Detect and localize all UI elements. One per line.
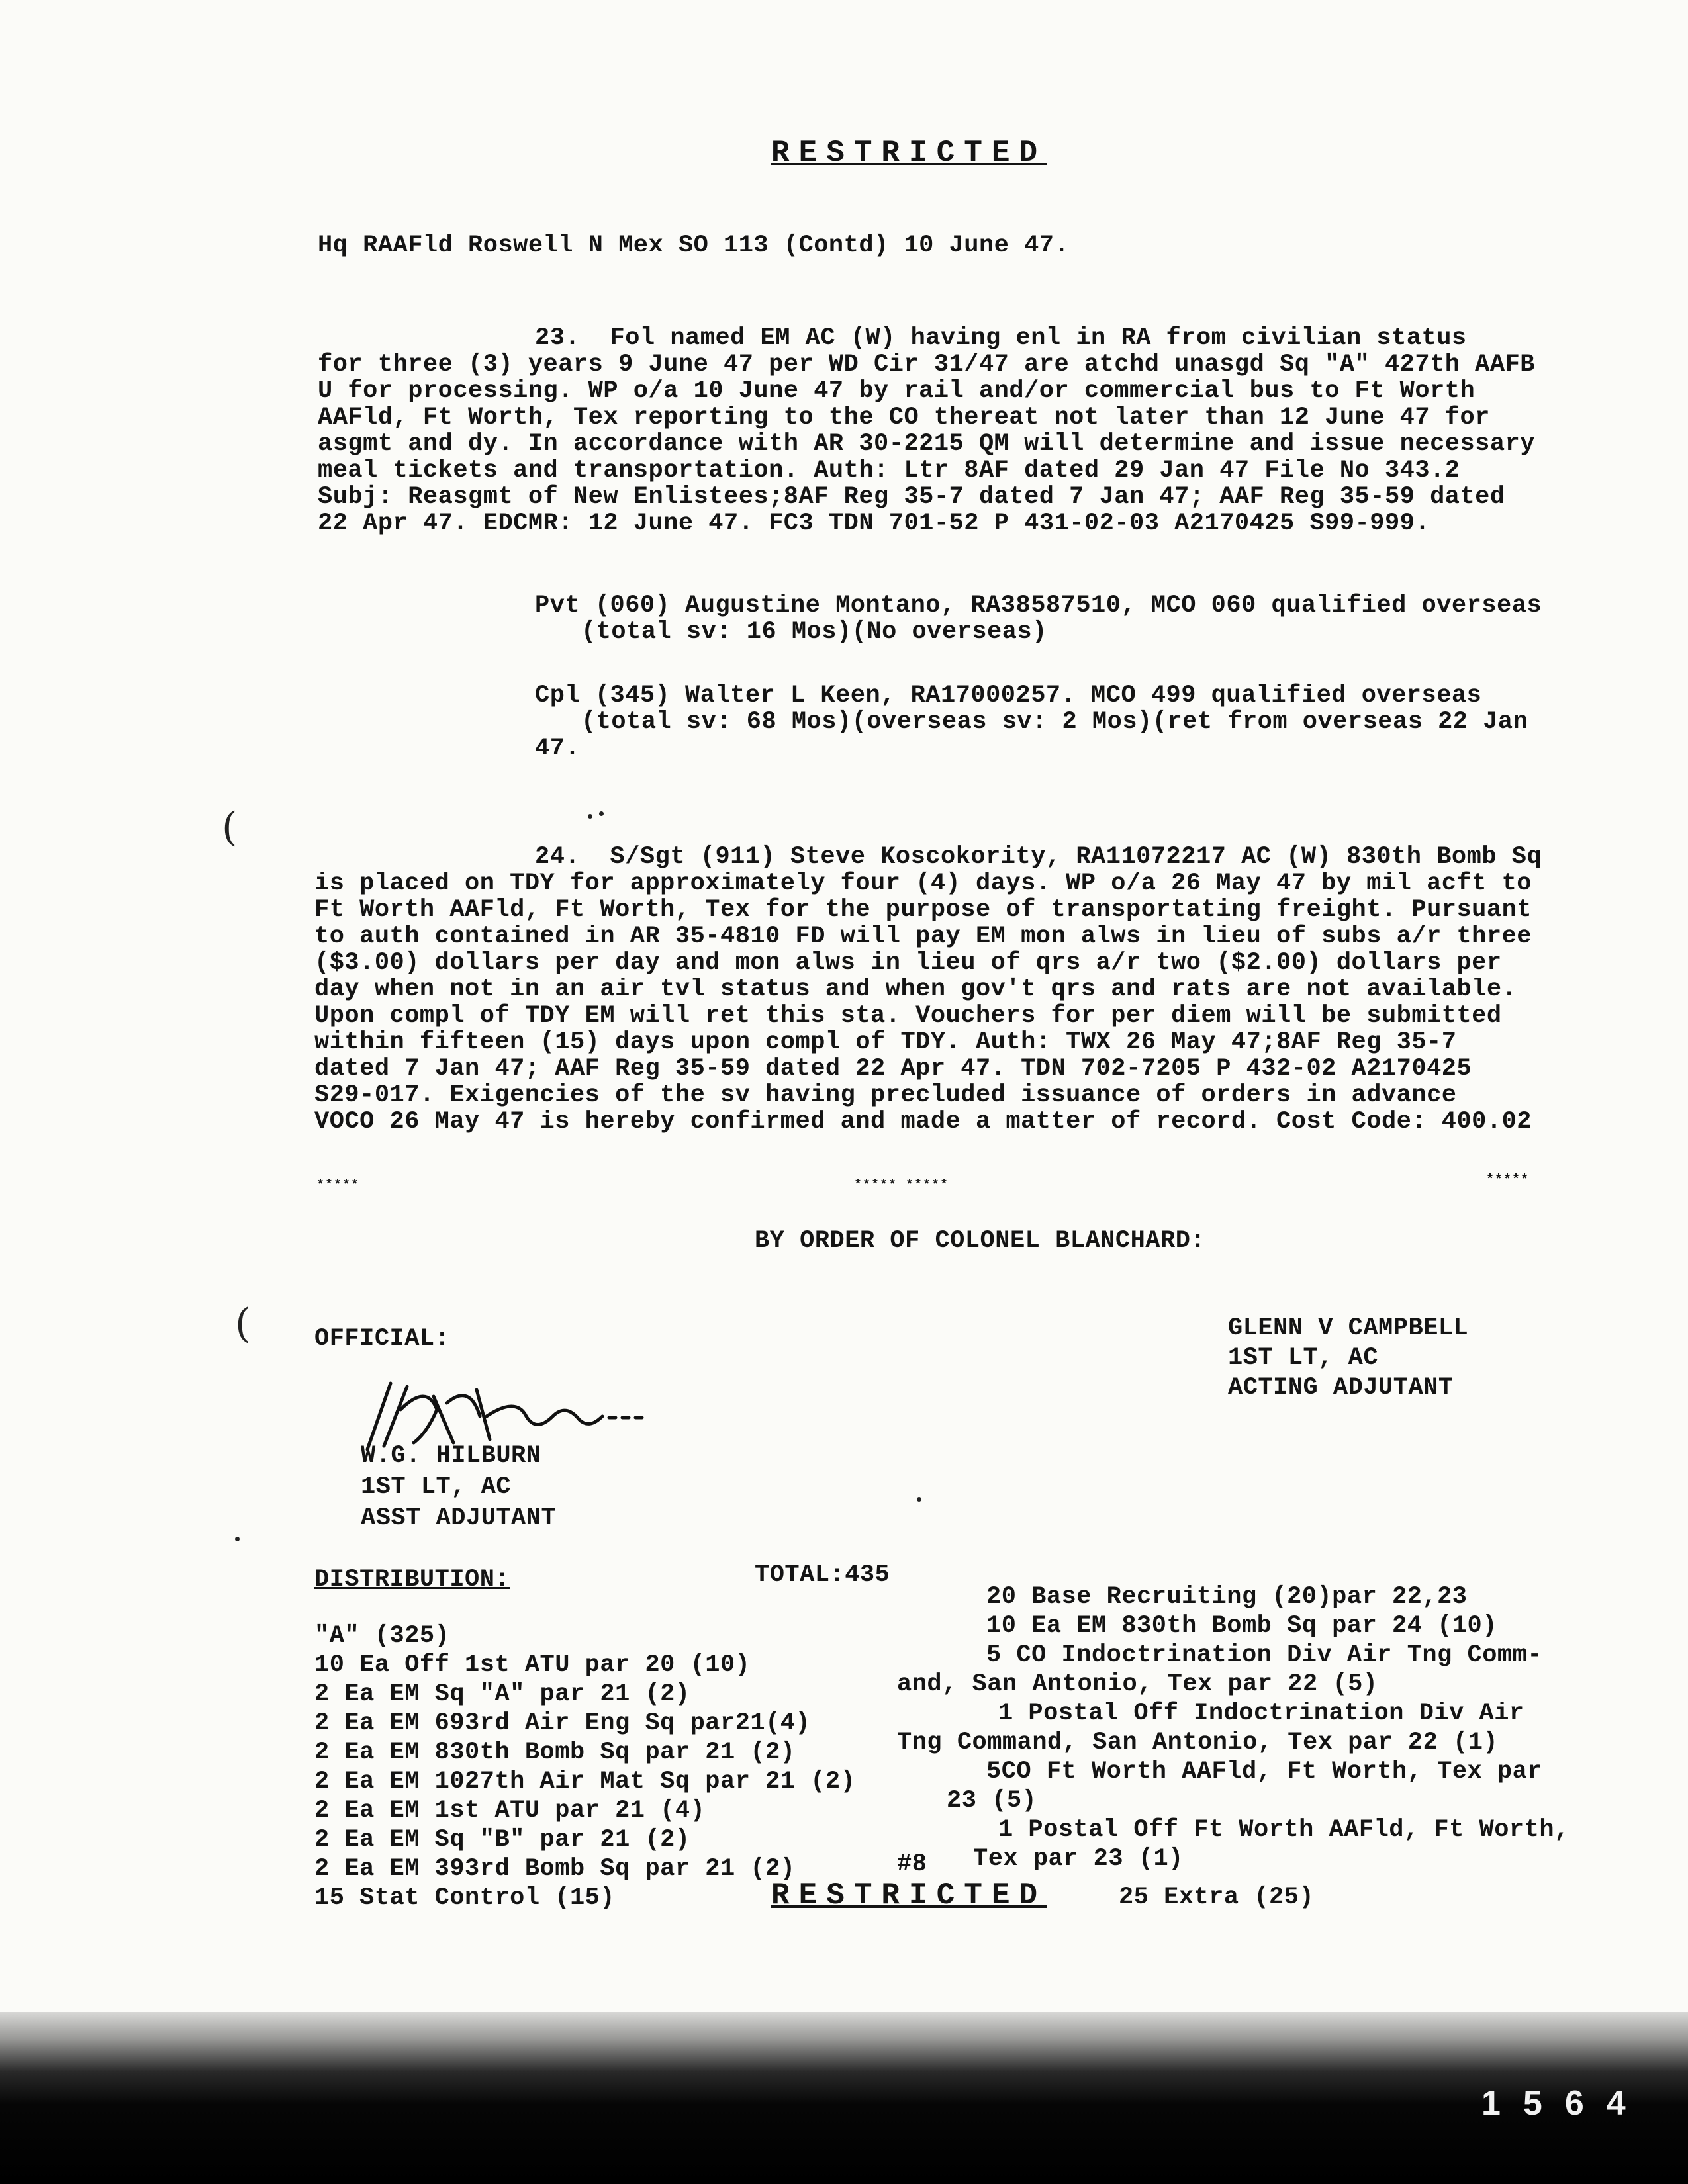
page-number: 1564 [1481,2084,1648,2122]
left-signer-title: ASST ADJUTANT [361,1504,557,1532]
scan-speck [588,814,592,819]
scan-bottom-edge [0,2012,1688,2184]
punch-mark: ( [235,1300,251,1347]
para23-line: 23. Fol named EM AC (W) having enl in RA from civilian status [535,324,1467,352]
para24-line: is placed on TDY for approximately four (4) days. WP o/a 26 May 47 by mil acft to [314,870,1532,897]
para23-line: AAFld, Ft Worth, Tex reporting to the CO thereat not later than 12 June 47 for [318,404,1490,432]
distribution-right-item: 20 Base Recruiting (20)par 22,23 [986,1583,1468,1611]
distribution-left-item: 2 Ea EM 393rd Bomb Sq par 21 (2) [314,1855,796,1883]
punch-mark: ( [222,804,238,850]
official-label: OFFICIAL: [314,1325,450,1353]
classification-footer: RESTRICTED [771,1878,1047,1913]
distribution-right-item: and, San Antonio, Tex par 22 (5) [897,1670,1378,1698]
distribution-right-item: Tex par 23 (1) [973,1845,1184,1873]
para24-line: dated 7 Jan 47; AAF Reg 35-59 dated 22 Apr 47. TDN 702-7205 P 432-02 A2170425 [314,1055,1472,1083]
order-header-line: Hq RAAFld Roswell N Mex SO 113 (Contd) 10 June 47. [318,232,1070,259]
scan-speck [235,1537,240,1541]
distribution-left-item: 15 Stat Control (15) [314,1884,616,1912]
distribution-total: TOTAL:435 [755,1561,890,1589]
para23-line: for three (3) years 9 June 47 per WD Cir 31/47 are atchd unasgd Sq "A" 427th AAFB [318,351,1535,379]
distribution-left-item: 2 Ea EM 693rd Air Eng Sq par21(4) [314,1709,811,1737]
para24-line: day when not in an air tvl status and when gov't qrs and rats are not available. [314,976,1517,1003]
para23-line: asgmt and dy. In accordance with AR 30-2215 QM will determine and issue necessary [318,430,1535,458]
distribution-right-item: Tng Command, San Antonio, Tex par 22 (1) [897,1729,1499,1756]
para24-line: S29-017. Exigencies of the sv having precluded issuance of orders in advance [314,1081,1457,1109]
para23-line: U for processing. WP o/a 10 June 47 by rail and/or commercial bus to Ft Worth [318,377,1476,405]
para23-line: 22 Apr 47. EDCMR: 12 June 47. FC3 TDN 701-52 P 431-02-03 A2170425 S99-999. [318,510,1430,537]
distribution-right-item: 23 (5) [947,1787,1037,1815]
para24-line: to auth contained in AR 35-4810 FD will pay EM mon alws in lieu of subs a/r three [314,923,1532,950]
distribution-right-item: 10 Ea EM 830th Bomb Sq par 24 (10) [986,1612,1497,1640]
separator-stars: ***** [316,1178,360,1193]
enlistee-entry-line: Pvt (060) Augustine Montano, RA38587510, MCO 060 qualified overseas [535,592,1542,619]
classification-header: RESTRICTED [771,136,1047,170]
distribution-right-item: 5 CO Indoctrination Div Air Tng Comm- [986,1641,1543,1669]
para24-line: within fifteen (15) days upon compl of TDY. Auth: TWX 26 May 47;8AF Reg 35-7 [314,1028,1457,1056]
distribution-right-item: 25 Extra (25) [1119,1884,1315,1911]
distribution-right-item: 1 Postal Off Ft Worth AAFld, Ft Worth, [998,1816,1570,1844]
right-signer-rank: 1ST LT, AC [1228,1344,1379,1372]
distribution-left-item: 2 Ea EM 1st ATU par 21 (4) [314,1797,706,1825]
distribution-right-item: 5CO Ft Worth AAFld, Ft Worth, Tex par [986,1758,1543,1786]
enlistee-entry-line: 47. [535,735,581,762]
distribution-left-item: 10 Ea Off 1st ATU par 20 (10) [314,1651,751,1679]
para24-line: ($3.00) dollars per day and mon alws in lieu of qrs a/r two ($2.00) dollars per [314,949,1502,977]
distribution-left-item: "A" (325) [314,1622,450,1650]
enlistee-entry-line: (total sv: 68 Mos)(overseas sv: 2 Mos)(ret from overseas 22 Jan [581,708,1528,736]
distribution-right-item: 1 Postal Off Indoctrination Div Air [998,1700,1524,1727]
right-signer-name: GLENN V CAMPBELL [1228,1314,1469,1342]
para24-line: VOCO 26 May 47 is hereby confirmed and made a matter of record. Cost Code: 400.02 [314,1108,1532,1136]
separator-stars: ***** ***** [854,1178,949,1193]
right-signer-title: ACTING ADJUTANT [1228,1374,1454,1402]
left-signer-name: W.G. HILBURN [361,1442,541,1470]
distribution-left-item: 2 Ea EM 1027th Air Mat Sq par 21 (2) [314,1768,856,1796]
by-order-line: BY ORDER OF COLONEL BLANCHARD: [755,1227,1206,1255]
para23-line: meal tickets and transportation. Auth: Ltr 8AF dated 29 Jan 47 File No 343.2 [318,457,1460,484]
distribution-left-item: 2 Ea EM 830th Bomb Sq par 21 (2) [314,1739,796,1766]
scan-speck [599,811,604,816]
handwritten-file-mark: #8 [897,1850,927,1878]
scan-speck [917,1497,921,1502]
para24-line: 24. S/Sgt (911) Steve Koscokority, RA11072217 AC (W) 830th Bomb Sq [535,843,1542,871]
enlistee-entry-line: (total sv: 16 Mos)(No overseas) [581,618,1047,646]
distribution-heading: DISTRIBUTION: [314,1566,510,1594]
enlistee-entry-line: Cpl (345) Walter L Keen, RA17000257. MCO 499 qualified overseas [535,682,1482,709]
para24-line: Upon compl of TDY EM will ret this sta. Vouchers for per diem will be submitted [314,1002,1502,1030]
distribution-left-item: 2 Ea EM Sq "B" par 21 (2) [314,1826,690,1854]
para23-line: Subj: Reasgmt of New Enlistees;8AF Reg 35-7 dated 7 Jan 47; AAF Reg 35-59 dated [318,483,1505,511]
para24-line: Ft Worth AAFld, Ft Worth, Tex for the purpose of transportating freight. Pursuant [314,896,1532,924]
distribution-left-item: 2 Ea EM Sq "A" par 21 (2) [314,1680,690,1708]
left-signer-rank: 1ST LT, AC [361,1473,512,1501]
separator-stars: ***** [1486,1173,1530,1188]
